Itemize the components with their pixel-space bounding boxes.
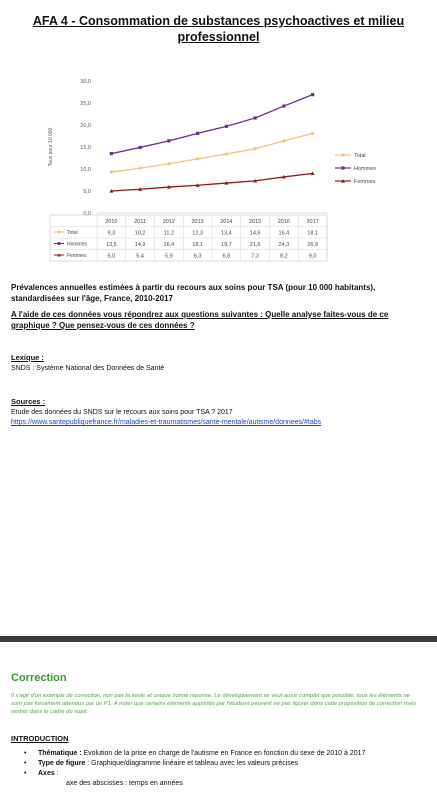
data-label: 14,9 <box>134 242 146 248</box>
data-label: 18,1 <box>192 242 203 248</box>
x-tick-label: 2016 <box>277 219 290 225</box>
data-point <box>196 132 199 135</box>
data-label: 13,4 <box>221 230 232 237</box>
data-label: 14,6 <box>249 230 261 237</box>
data-label: 26,9 <box>307 242 318 248</box>
item-text: Evolution de la prise en charge de l'autisme en France en fonction du sexe de 2010 à 2017 <box>81 750 366 757</box>
legend-label: Femmes <box>354 179 376 185</box>
data-label: 16,4 <box>163 242 175 248</box>
data-label: 9,3 <box>107 230 116 237</box>
sources-link[interactable]: https://www.santepubliquefrance.fr/maladies-et-traumatismes/sante-mentale/autisme/donnees/#tabs <box>11 419 322 426</box>
data-label: 21,6 <box>249 242 261 248</box>
table-series-label: Hommes <box>67 241 88 248</box>
table-legend-marker <box>58 231 61 234</box>
item-label: Type de figure <box>38 760 86 767</box>
bullet-icon: • <box>24 760 27 767</box>
legend-label: Hommes <box>354 166 377 172</box>
y-tick-label: 20,0 <box>80 123 91 129</box>
data-point <box>167 162 170 165</box>
item-text: : Graphique/diagramme linéaire et tableau avec les valeurs précises <box>85 760 299 767</box>
x-tick-label: 2017 <box>306 219 319 225</box>
data-point <box>110 170 113 173</box>
item-label: Axes <box>38 770 55 777</box>
chart-container <box>40 72 390 262</box>
table-series-label: Total <box>67 230 78 236</box>
item-text: : <box>54 770 59 777</box>
sub-list-item: axe des abscisses : temps en années <box>66 780 183 787</box>
series-line-total <box>111 133 312 172</box>
data-point <box>225 152 228 155</box>
correction-note: Il s'agit d'un exemple de correction, non pas la seule et unique bonne réponse. Le développement se veut aussi complet que possible, tous les éléments ne sont pas forcément attendus par un P1. A noter que certains éléments apportés par l'étudiant peuvent ne pas figurer dans cette proposition de correction mais rentrer dans le cadre du sujet. <box>11 693 417 715</box>
data-point <box>225 125 228 128</box>
item-label: Thématique : <box>38 750 82 757</box>
data-label: 6,3 <box>193 253 202 260</box>
y-tick-label: 15,0 <box>80 145 91 151</box>
table-legend-marker <box>58 242 61 245</box>
data-point <box>110 152 113 155</box>
data-point <box>254 116 257 119</box>
data-label: 11,2 <box>163 230 175 237</box>
data-point <box>282 139 285 142</box>
x-tick-label: 2012 <box>162 219 175 225</box>
legend-label: Total <box>354 153 366 159</box>
data-point <box>167 139 170 142</box>
y-axis-label: Taux pour 10 000 <box>48 127 54 167</box>
question-text: A l'aide de ces données vous répondrez aux questions suivantes : Quelle analyse faites-vous de ce graphique ? Que pensez-vous de ces données ? <box>11 310 389 330</box>
legend-marker <box>341 153 344 156</box>
data-label: 5,0 <box>107 253 116 260</box>
chart-caption: Prévalences annuelles estimées à partir du recours aux soins pour TSA (pour 10 000 habitants), standardisées sur l'âge, France, 2010-2017 <box>11 283 376 303</box>
data-label: 19,7 <box>221 242 232 248</box>
data-label: 24,3 <box>278 242 290 248</box>
bullet-icon: • <box>24 750 27 757</box>
data-point <box>139 167 142 170</box>
correction-title: Correction <box>11 672 67 684</box>
x-tick-label: 2011 <box>134 219 147 225</box>
list-item <box>24 759 424 768</box>
data-point <box>139 146 142 149</box>
data-label: 7,3 <box>251 253 259 260</box>
data-point <box>196 157 199 160</box>
data-point <box>254 147 257 150</box>
data-point <box>282 104 285 107</box>
lexique-label: Lexique : <box>11 353 44 362</box>
x-tick-label: 2013 <box>191 219 204 225</box>
introduction-list <box>24 749 424 788</box>
data-label: 8,2 <box>280 253 288 260</box>
x-tick-label: 2014 <box>220 219 233 225</box>
sources-label: Sources : <box>11 397 46 406</box>
data-label: 18,1 <box>307 230 318 237</box>
list-item <box>24 769 424 778</box>
data-label: 6,8 <box>222 253 231 260</box>
data-label: 16,4 <box>278 230 290 237</box>
bullet-icon: • <box>24 770 27 777</box>
lexique-text: SNDS : Système National des Données de Santé <box>11 365 165 372</box>
data-label: 12,3 <box>192 230 203 237</box>
table-series-label: Femmes <box>67 253 87 259</box>
line-chart <box>40 72 390 262</box>
data-label: 13,5 <box>106 242 117 248</box>
y-tick-label: 25,0 <box>80 101 91 107</box>
data-label: 5,9 <box>165 253 173 260</box>
y-tick-label: 5,0 <box>83 189 91 195</box>
legend-marker <box>341 166 344 169</box>
data-label: 5,4 <box>136 253 144 260</box>
data-point <box>311 93 314 96</box>
document-title: AFA 4 - Consommation de substances psychoactives et milieu professionnel <box>32 14 405 44</box>
series-line-femmes <box>111 173 312 191</box>
y-tick-label: 10,0 <box>80 167 91 173</box>
data-point <box>311 132 314 135</box>
introduction-label: INTRODUCTION <box>11 734 69 743</box>
y-tick-label: 30,0 <box>80 79 91 85</box>
sources-text: Etude des données du SNDS sur le recours aux soins pour TSA ? 2017 <box>11 409 233 416</box>
series-line-hommes <box>111 95 312 154</box>
list-item <box>24 749 424 758</box>
x-tick-label: 2015 <box>249 219 262 225</box>
y-tick-label: 0,0 <box>83 211 91 217</box>
data-label: 10,2 <box>134 230 146 237</box>
data-label: 9,0 <box>308 253 317 260</box>
x-tick-label: 2010 <box>105 219 118 225</box>
